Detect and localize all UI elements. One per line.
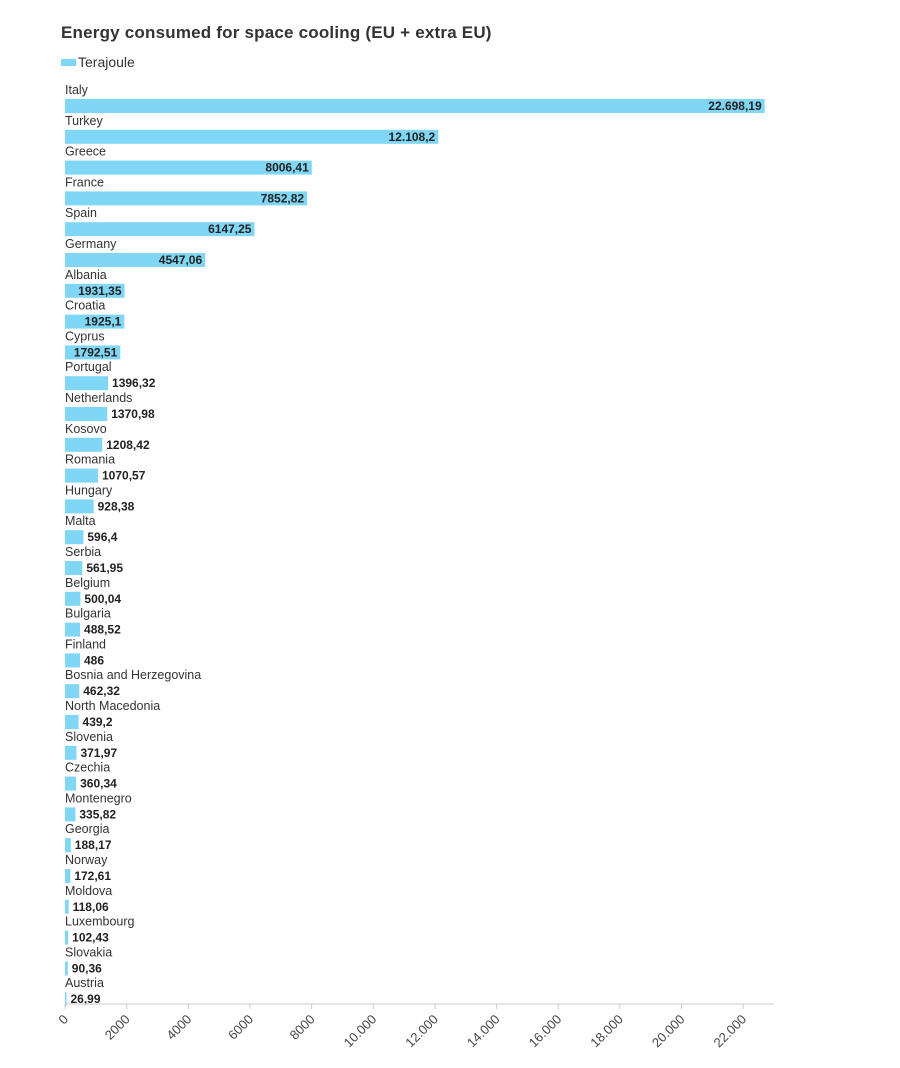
value-label-finland: 486 [83, 653, 105, 668]
bar-czechia[interactable] [65, 777, 76, 791]
bar-montenegro[interactable] [65, 807, 75, 821]
x-tick-label-0: 0 [55, 1011, 72, 1028]
category-label-bulgaria: Bulgaria [65, 606, 111, 621]
category-label-kosovo: Kosovo [65, 421, 107, 436]
value-label-luxembourg: 102,43 [72, 930, 109, 945]
value-label-czechia: 360,34 [80, 776, 117, 791]
category-label-croatia: Croatia [65, 298, 106, 313]
bar-turkey[interactable] [65, 130, 438, 144]
value-label-montenegro: 335,82 [79, 807, 117, 822]
x-tick-label-18000: 18.000 [587, 1011, 626, 1051]
bar-kosovo[interactable] [65, 438, 102, 452]
category-label-albania: Albania [65, 267, 107, 282]
bar-moldova[interactable] [65, 900, 69, 914]
bar-portugal[interactable] [65, 376, 108, 390]
category-label-czechia: Czechia [65, 760, 111, 775]
value-label-turkey: 12.108,2 [388, 129, 436, 144]
category-label-germany: Germany [65, 237, 117, 251]
x-tick-label-22000: 22.000 [710, 1011, 750, 1051]
value-label-moldova: 118,06 [72, 899, 109, 914]
value-label-bulgaria: 488,52 [84, 622, 121, 637]
value-label-hungary: 928,38 [97, 499, 135, 514]
value-label-netherlands: 1370,98 [111, 407, 155, 421]
x-tick-label-16000: 16.000 [525, 1011, 565, 1051]
legend-label: Terajoule [78, 54, 135, 70]
value-label-austria: 26,99 [70, 992, 101, 1007]
value-label-slovenia: 371,97 [80, 745, 118, 760]
x-tick-label-12000: 12.000 [402, 1011, 442, 1051]
value-label-kosovo: 1208,42 [106, 437, 150, 452]
value-label-norway: 172,61 [74, 869, 112, 883]
value-label-belgium: 500,04 [84, 591, 122, 606]
category-label-slovenia: Slovenia [65, 729, 113, 744]
category-label-france: France [65, 175, 104, 190]
category-label-luxembourg: Luxembourg [65, 914, 135, 929]
x-tick-label-8000: 8000 [286, 1011, 318, 1043]
x-tick-label-14000: 14.000 [463, 1011, 503, 1051]
value-label-france: 7852,82 [260, 191, 305, 206]
category-label-north-macedonia: North Macedonia [65, 699, 161, 713]
category-label-montenegro: Montenegro [65, 791, 132, 806]
category-label-bosnia-and-herzegovina: Bosnia and Herzegovina [65, 668, 202, 683]
category-label-italy: Italy [65, 83, 88, 97]
bar-bosnia-and-herzegovina[interactable] [65, 684, 79, 698]
category-label-cyprus: Cyprus [65, 329, 105, 344]
category-label-belgium: Belgium [65, 575, 111, 590]
value-label-croatia: 1925,1 [84, 314, 122, 329]
bar-slovakia[interactable] [65, 961, 68, 975]
category-label-moldova: Moldova [65, 883, 113, 898]
x-tick-label-20000: 20.000 [648, 1011, 688, 1051]
x-tick-label-2000: 2000 [101, 1011, 133, 1043]
category-label-greece: Greece [65, 144, 106, 159]
bar-slovenia[interactable] [65, 746, 76, 760]
category-label-romania: Romania [65, 452, 116, 467]
value-label-germany: 4547,06 [158, 253, 203, 267]
value-label-north-macedonia: 439,2 [82, 715, 113, 729]
value-label-italy: 22.698,19 [708, 99, 762, 113]
value-label-spain: 6147,25 [208, 222, 252, 237]
value-label-malta: 596,4 [87, 530, 118, 545]
value-label-portugal: 1396,32 [112, 376, 156, 391]
category-label-portugal: Portugal [65, 360, 112, 375]
bar-romania[interactable] [65, 469, 98, 483]
bar-bulgaria[interactable] [65, 623, 80, 637]
category-label-austria: Austria [65, 976, 104, 991]
category-label-georgia: Georgia [65, 822, 110, 837]
category-label-malta: Malta [65, 514, 96, 529]
x-tick-label-4000: 4000 [163, 1011, 195, 1043]
category-label-netherlands: Netherlands [65, 391, 133, 405]
value-label-bosnia-and-herzegovina: 462,32 [83, 684, 120, 699]
bar-finland[interactable] [65, 653, 80, 667]
value-label-albania: 1931,35 [78, 283, 122, 298]
bar-norway[interactable] [65, 869, 70, 883]
bar-hungary[interactable] [65, 499, 94, 513]
value-label-georgia: 188,17 [74, 838, 112, 853]
bar-georgia[interactable] [65, 838, 71, 852]
bar-belgium[interactable] [65, 592, 80, 606]
category-label-turkey: Turkey [65, 113, 103, 128]
category-label-serbia: Serbia [65, 545, 102, 559]
category-label-hungary: Hungary [65, 483, 113, 498]
value-label-cyprus: 1792,51 [73, 345, 118, 360]
bar-north-macedonia[interactable] [65, 715, 79, 729]
x-tick-label-6000: 6000 [225, 1011, 257, 1043]
category-label-slovakia: Slovakia [65, 945, 113, 960]
bar-italy[interactable] [65, 99, 765, 113]
bar-malta[interactable] [65, 530, 83, 544]
chart-title: Energy consumed for space cooling (EU + extra EU) [61, 23, 492, 42]
x-tick-label-10000: 10.000 [340, 1011, 380, 1051]
category-label-spain: Spain [65, 206, 97, 221]
bar-luxembourg[interactable] [65, 931, 68, 945]
value-label-slovakia: 90,36 [71, 961, 102, 976]
value-label-romania: 1070,57 [102, 468, 146, 483]
category-label-finland: Finland [65, 637, 106, 652]
bar-serbia[interactable] [65, 561, 82, 575]
value-label-greece: 8006,41 [265, 160, 309, 175]
category-label-norway: Norway [65, 853, 108, 867]
value-label-serbia: 561,95 [86, 561, 124, 575]
bar-netherlands[interactable] [65, 407, 107, 421]
